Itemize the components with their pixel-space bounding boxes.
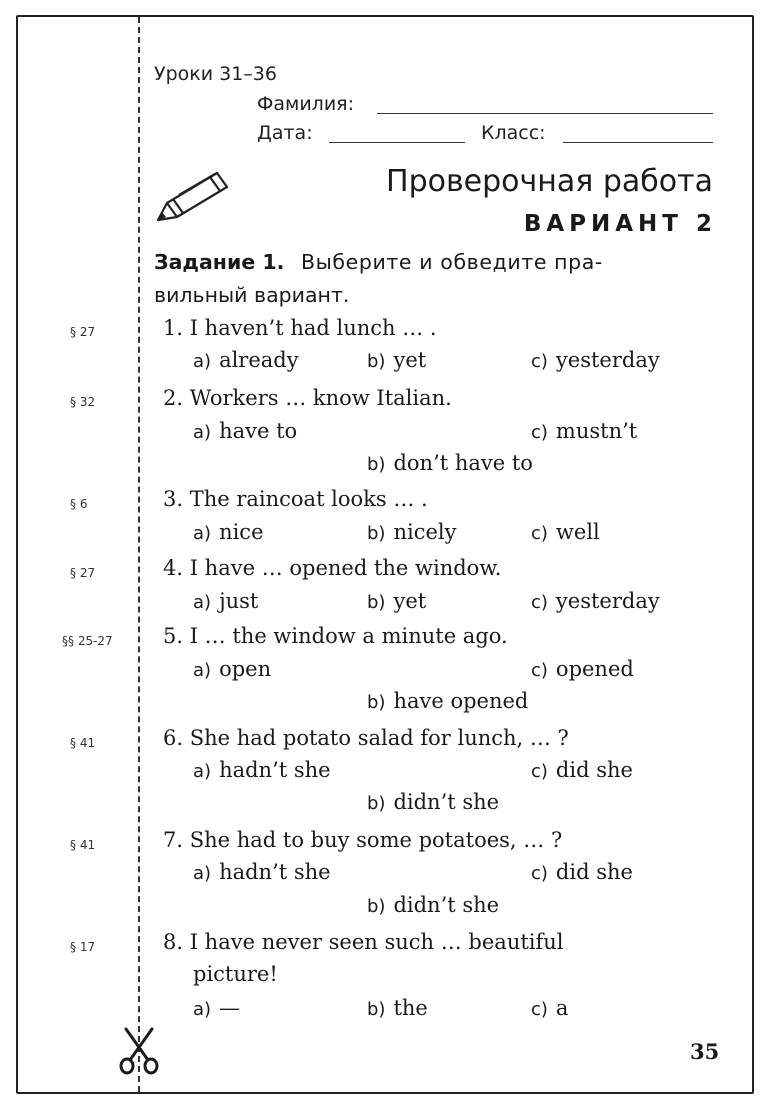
question-8: 8. I have never seen such … beautiful	[163, 930, 564, 954]
option-3c[interactable]: c) well	[531, 520, 600, 544]
question-ref: § 41	[70, 736, 96, 750]
option-1b[interactable]: b) yet	[367, 348, 427, 372]
page-number: 35	[690, 1039, 720, 1064]
class-field[interactable]	[563, 142, 713, 143]
option-8b[interactable]: b) the	[367, 996, 428, 1020]
question-4: 4. I have … opened the window.	[163, 556, 502, 580]
question-ref: § 17	[70, 940, 96, 954]
class-label: Класс:	[481, 122, 546, 144]
question-ref: § 27	[70, 566, 96, 580]
option-7a[interactable]: a) hadn’t she	[193, 860, 331, 884]
question-ref: § 41	[70, 838, 96, 852]
cut-line	[138, 17, 140, 1092]
question-1: 1. I haven’t had lunch … .	[163, 316, 437, 340]
option-1a[interactable]: a) already	[193, 348, 299, 372]
option-5c[interactable]: c) opened	[531, 657, 634, 681]
question-8-continued: picture!	[193, 962, 278, 986]
pencil-icon	[155, 165, 233, 225]
question-7: 7. She had to buy some potatoes, … ?	[163, 828, 563, 852]
option-4b[interactable]: b) yet	[367, 589, 427, 613]
option-8c[interactable]: c) a	[531, 996, 569, 1020]
task-label: Задание 1.	[154, 250, 285, 274]
date-label: Дата:	[257, 122, 313, 144]
option-7c[interactable]: c) did she	[531, 860, 633, 884]
option-1c[interactable]: c) yesterday	[531, 348, 660, 372]
option-3b[interactable]: b) nicely	[367, 520, 457, 544]
task-instruction-line1	[154, 250, 603, 274]
option-2c[interactable]: c) mustn’t	[531, 419, 638, 443]
question-ref: §§ 25-27	[62, 634, 113, 648]
option-2a[interactable]: a) have to	[193, 419, 298, 443]
question-ref: § 6	[70, 497, 88, 511]
scissors-icon	[116, 1026, 162, 1076]
page-title: Проверочная работа	[386, 164, 713, 199]
question-3: 3. The raincoat looks … .	[163, 487, 428, 511]
surname-field[interactable]	[377, 113, 713, 114]
option-4a[interactable]: a) just	[193, 589, 259, 613]
option-7b[interactable]: b) didn’t she	[367, 893, 500, 917]
option-3a[interactable]: a) nice	[193, 520, 264, 544]
option-5b[interactable]: b) have opened	[367, 689, 529, 713]
option-2b[interactable]: b) don’t have to	[367, 451, 533, 475]
option-5a[interactable]: a) open	[193, 657, 272, 681]
option-6a[interactable]: a) hadn’t she	[193, 758, 331, 782]
question-2: 2. Workers … know Italian.	[163, 386, 452, 410]
date-field[interactable]	[329, 142, 465, 143]
task-instruction-line2: вильный вариант.	[154, 283, 350, 307]
lessons-label: Уроки 31–36	[154, 63, 277, 85]
question-ref: § 27	[70, 325, 96, 339]
question-ref: § 32	[70, 395, 96, 409]
option-6b[interactable]: b) didn’t she	[367, 790, 500, 814]
variant-label: ВАРИАНТ 2	[523, 211, 717, 237]
question-6: 6. She had potato salad for lunch, … ?	[163, 726, 569, 750]
task-text: Выберите и обведите пра-	[300, 250, 603, 274]
surname-label: Фамилия:	[257, 93, 355, 115]
option-4c[interactable]: c) yesterday	[531, 589, 660, 613]
option-6c[interactable]: c) did she	[531, 758, 633, 782]
question-5: 5. I … the window a minute ago.	[163, 624, 508, 648]
option-8a[interactable]: a) —	[193, 996, 241, 1020]
